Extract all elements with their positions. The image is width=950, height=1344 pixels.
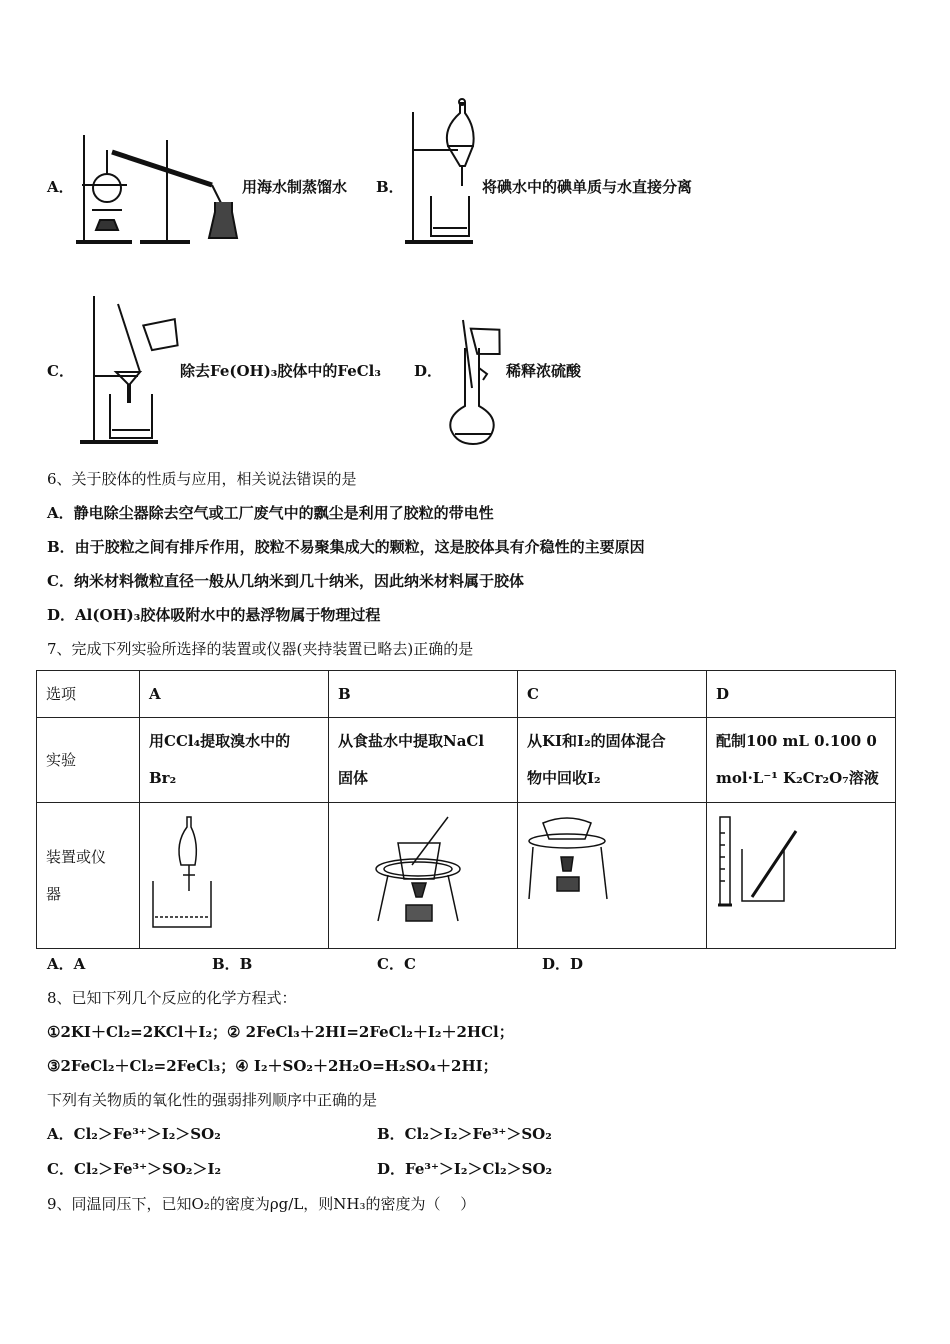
q5-option-c-text: 除去Fe(OH)₃胶体中的FeCl₃ — [180, 362, 381, 380]
table-header-row — [37, 671, 896, 718]
q7-stem: 7、完成下列实验所选择的装置或仪器(夹持装置已略去)正确的是 — [47, 640, 474, 658]
q8-equations-2: ③2FeCl₂＋Cl₂=2FeCl₃；④ I₂＋SO₂＋2H₂O=H₂SO₄＋2HI； — [47, 1057, 498, 1075]
cell-line: 物中回收I₂ — [527, 769, 601, 787]
q6-option-d: D．Al(OH)₃胶体吸附水中的悬浮物属于物理过程 — [47, 606, 381, 624]
table-cell — [518, 718, 707, 803]
header-cell: B — [329, 671, 518, 718]
table-cell — [707, 803, 896, 949]
cell-line: Br₂ — [149, 769, 177, 787]
q7-table — [36, 670, 896, 949]
cell-line: 器 — [46, 884, 62, 903]
cell-line: 从食盐水中提取NaCl — [338, 732, 485, 750]
header-cell: 选项 — [37, 671, 140, 718]
q8-option-d: D．Fe³⁺＞I₂＞Cl₂＞SO₂ — [377, 1160, 553, 1178]
q8-option-a: A．Cl₂＞Fe³⁺＞I₂＞SO₂ — [47, 1125, 221, 1143]
header-cell: A — [140, 671, 329, 718]
distillation-apparatus-figure — [72, 130, 242, 248]
q6-option-c: C．纳米材料微粒直径一般从几纳米到几十纳米，因此纳米材料属于胶体 — [47, 572, 524, 590]
cell-line: 从KI和I₂的固体混合 — [527, 732, 666, 750]
cell-line: 用CCl₄提取溴水中的 — [149, 732, 291, 750]
q5-option-c-label: C． — [47, 362, 74, 380]
row-label — [37, 803, 140, 949]
q5-option-a-text: 用海水制蒸馏水 — [242, 178, 348, 196]
volumetric-flask-figure — [443, 318, 505, 446]
q7-option-c: C．C — [377, 955, 416, 973]
cell-line: 配制100 mL 0.100 0 — [716, 732, 877, 750]
q5-option-d-text: 稀释浓硫酸 — [506, 362, 582, 380]
q5-option-d-label: D． — [414, 362, 443, 380]
q8-stem: 8、已知下列几个反应的化学方程式： — [47, 989, 297, 1007]
table-row-apparatus — [37, 803, 896, 949]
cell-line: 固体 — [338, 769, 369, 787]
q7-option-d: D．D — [542, 955, 584, 973]
header-cell: C — [518, 671, 707, 718]
q7-option-a: A．A — [47, 955, 86, 973]
funnel-beaker-figure — [149, 813, 219, 925]
sublimation-apparatus-figure — [527, 813, 617, 925]
header-cell: D — [707, 671, 896, 718]
q6-stem: 6、关于胶体的性质与应用，相关说法错误的是 — [47, 470, 357, 488]
q7-option-b: B．B — [212, 955, 253, 973]
table-cell — [140, 718, 329, 803]
evaporating-dish-figure — [368, 813, 478, 925]
separatory-funnel-figure — [403, 98, 475, 246]
q6-option-b: B．由于胶粒之间有排斥作用，胶粒不易聚集成大的颗粒，这是胶体具有介稳性的主要原因 — [47, 538, 645, 556]
q8-option-b: B．Cl₂＞I₂＞Fe³⁺＞SO₂ — [377, 1125, 552, 1143]
table-cell — [329, 718, 518, 803]
table-cell — [518, 803, 707, 949]
q8-question: 下列有关物质的氧化性的强弱排列顺序中正确的是 — [47, 1091, 378, 1109]
row-label: 实验 — [37, 718, 140, 803]
q6-option-a: A．静电除尘器除去空气或工厂废气中的飘尘是利用了胶粒的带电性 — [47, 504, 494, 522]
cell-line: mol·L⁻¹ K₂Cr₂O₇溶液 — [716, 769, 879, 787]
q8-option-c: C．Cl₂＞Fe³⁺＞SO₂＞I₂ — [47, 1160, 222, 1178]
table-row-experiment — [37, 718, 896, 803]
table-cell — [707, 718, 896, 803]
q8-equations-1: ①2KI＋Cl₂=2KCl＋I₂；② 2FeCl₃＋2HI=2FeCl₂＋I₂＋2HCl； — [47, 1023, 514, 1041]
graduated-cylinder-beaker-figure — [716, 813, 806, 925]
q5-option-b-text: 将碘水中的碘单质与水直接分离 — [482, 178, 693, 196]
cell-line: 装置或仪 — [46, 847, 107, 866]
table-cell — [140, 803, 329, 949]
q5-option-a-label: A． — [47, 178, 74, 196]
q5-option-b-label: B． — [376, 178, 404, 196]
filtration-apparatus-figure — [78, 294, 182, 446]
q9-stem: 9、同温同压下，已知O₂的密度为ρg/L，则NH₃的密度为（ ） — [47, 1195, 476, 1213]
table-cell — [329, 803, 518, 949]
